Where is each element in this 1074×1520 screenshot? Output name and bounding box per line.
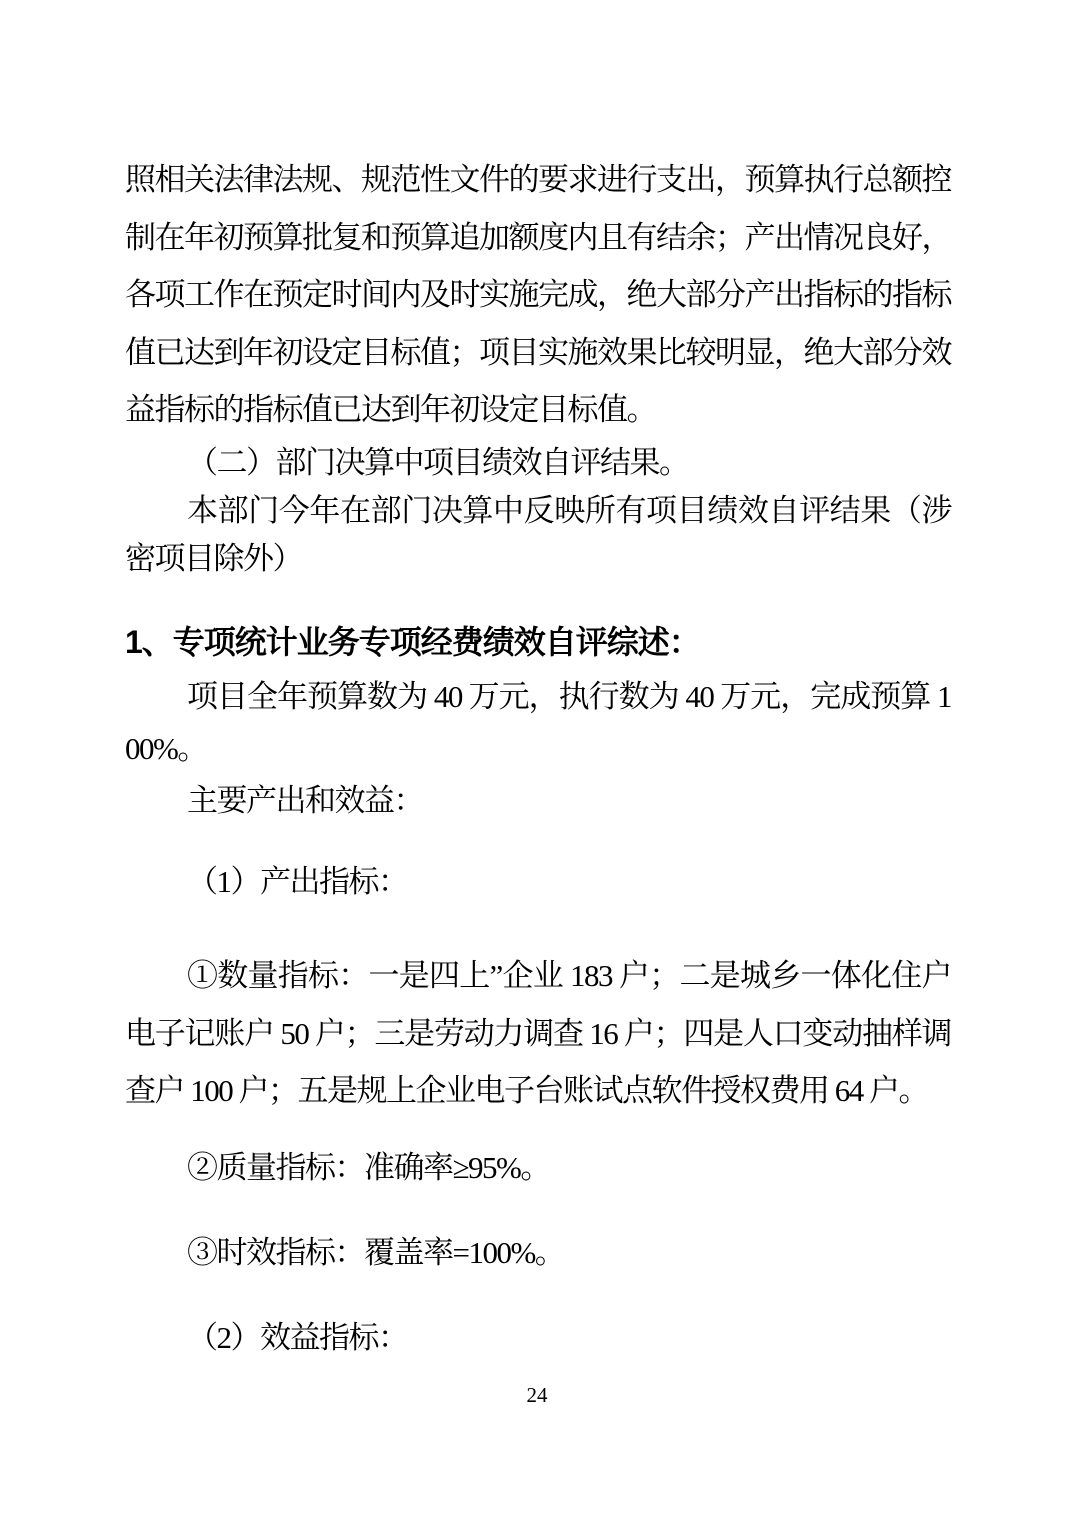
budget-summary-paragraph: 项目全年预算数为 40 万元，执行数为 40 万元，完成预算 100%。: [125, 679, 951, 766]
timeliness-indicators-paragraph: ③时效指标：覆盖率=100%。: [187, 1234, 565, 1270]
self-evaluation-scope-paragraph: 本部门今年在部门决算中反映所有项目绩效自评结果（涉密项目除外）: [125, 492, 951, 576]
page-content: [125, 151, 951, 1364]
quality-indicators-paragraph: ②质量指标：准确率≥95%。: [187, 1149, 550, 1185]
output-indicators-label-paragraph: （1）产出指标：: [187, 864, 408, 899]
quantity-indicators-paragraph: ①数量指标：一是四上”企业 183 户；二是城乡一体化住户电子记账户 50 户；三是劳动力调查 16 户；四是人口变动抽样调查户 100 户；五是规上企业电子台账试点软件授权费用 64 户。: [125, 958, 951, 1108]
benefit-indicators-label-paragraph: （2）效益指标：: [187, 1319, 408, 1355]
subsection-heading-paragraph: （二）部门决算中项目绩效自评结果。: [187, 444, 689, 480]
project-numbered-heading: 1、专项统计业务专项经费绩效自评综述：: [125, 623, 700, 660]
page-footer: [0, 1382, 1074, 1408]
continuation-paragraph: 照相关法律法规、规范性文件的要求进行支出，预算执行总额控制在年初预算批复和预算追加额度内且有结余；产出情况良好，各项工作在预定时间内及时实施完成，绝大部分产出指标的指标值已达到年初设定目标值；项目实施效果比较明显，绝大部分效益指标的指标值已达到年初设定目标值。: [125, 162, 951, 427]
page-number: 24: [526, 1383, 548, 1407]
output-benefit-lead-paragraph: 主要产出和效益：: [187, 783, 423, 818]
